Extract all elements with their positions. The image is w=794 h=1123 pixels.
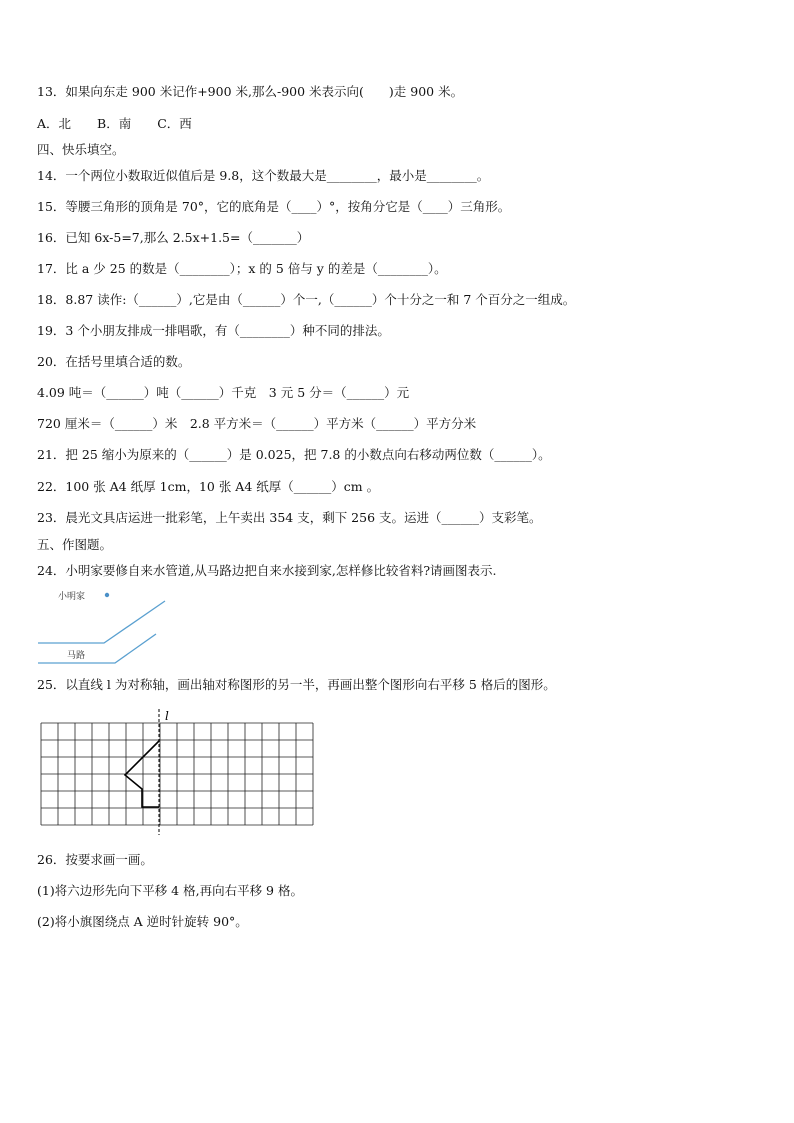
question-19: 19．3 个小朋友排成一排唱歌，有（________）种不同的排法。 <box>37 323 390 338</box>
option-b: B．南 <box>97 116 132 131</box>
question-15: 15．等腰三角形的顶角是 70°，它的底角是（____）°，按角分它是（____）三角形。 <box>37 199 511 214</box>
section-5-heading: 五、作图题。 <box>37 537 113 552</box>
question-23: 23．晨光文具店运进一批彩笔，上午卖出 354 支，剩下 256 支。运进（______）支彩笔。 <box>37 510 542 525</box>
question-26-part-1: (1)将六边形先向下平移 4 格,再向右平移 9 格。 <box>37 883 303 898</box>
question-22: 22．100 张 A4 纸厚 1cm，10 张 A4 纸厚（______）cm 。 <box>37 479 380 494</box>
option-c: C．西 <box>157 116 192 131</box>
question-20-line-2: 720 厘米＝（______）米 2.8 平方米＝（______）平方米（______）平方分米 <box>37 416 477 431</box>
section-4-heading: 四、快乐填空。 <box>37 142 125 157</box>
question-13-options <box>37 116 214 132</box>
axis-label-l: l <box>165 709 169 723</box>
road-lower-edge <box>38 634 156 663</box>
question-17: 17．比 a 少 25 的数是（________）；x 的 5 倍与 y 的差是（________）。 <box>37 261 447 276</box>
house-road-figure <box>37 586 177 666</box>
symmetry-grid <box>40 705 312 835</box>
question-16: 16．已知 6x-5=7,那么 2.5x+1.5=（_______） <box>37 230 310 245</box>
home-label: 小明家 <box>58 592 86 602</box>
question-20-line-1: 4.09 吨＝（______）吨（______）千克 3 元 5 分＝（______）元 <box>37 385 410 400</box>
option-a: A．北 <box>37 116 72 131</box>
road-label: 马路 <box>67 651 86 661</box>
home-dot <box>105 593 109 597</box>
question-26-part-2: (2)将小旗图绕点 A 逆时针旋转 90°。 <box>37 914 248 929</box>
road-upper-edge <box>38 601 165 643</box>
question-13: 13．如果向东走 900 米记作+900 米,那么-900 米表示向( )走 900 米。 <box>37 84 464 99</box>
question-25: 25．以直线 l 为对称轴，画出轴对称图形的另一半，再画出整个图形向右平移 5 格后的图形。 <box>37 677 556 692</box>
question-20: 20．在括号里填合适的数。 <box>37 354 191 369</box>
question-18: 18．8.87 读作:（______）,它是由（______）个一,（______）个十分之一和 7 个百分之一组成。 <box>37 292 576 307</box>
grid-lines <box>41 723 313 825</box>
question-26: 26．按要求画一画。 <box>37 852 153 867</box>
question-24: 24．小明家要修自来水管道,从马路边把自来水接到家,怎样修比较省料?请画图表示. <box>37 563 497 578</box>
question-21: 21．把 25 缩小为原来的（______）是 0.025，把 7.8 的小数点向右移动两位数（______）。 <box>37 447 551 462</box>
question-14: 14．一个两位小数取近似值后是 9.8，这个数最大是________，最小是________。 <box>37 168 490 183</box>
